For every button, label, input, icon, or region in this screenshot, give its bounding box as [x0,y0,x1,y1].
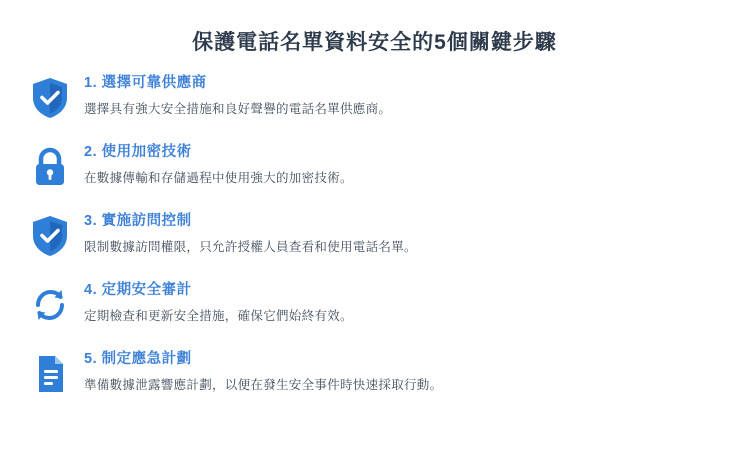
step-body [78,208,731,255]
document-icon [22,346,78,402]
step-body [78,70,731,117]
list-item [0,346,749,402]
shield-check-icon [22,208,78,264]
step-description: 限制數據訪問權限，只允許授權人員查看和使用電話名單。 [84,239,417,254]
step-heading: 1. 選擇可靠供應商 [84,75,207,91]
step-heading: 2. 使用加密技術 [84,144,192,160]
page-title: 保護電話名單資料安全的5個關鍵步驟 [192,31,557,54]
step-description: 準備數據泄露響應計劃，以便在發生安全事件時快速採取行動。 [84,377,443,392]
list-item [0,208,749,264]
steps-list [0,62,749,402]
step-description: 選擇具有強大安全措施和良好聲譽的電話名單供應商。 [84,101,392,116]
step-heading: 4. 定期安全審計 [84,282,192,298]
step-description: 在數據傳輸和存儲過程中使用強大的加密技術。 [84,170,353,185]
step-heading: 3. 實施訪問控制 [84,213,192,229]
step-body [78,346,731,393]
list-item [0,70,749,126]
step-heading: 5. 制定應急計劃 [84,351,192,367]
step-body [78,277,731,324]
shield-check-icon [22,70,78,126]
list-item [0,277,749,333]
step-description: 定期檢查和更新安全措施，確保它們始終有效。 [84,308,353,323]
lock-icon [22,139,78,195]
list-item [0,139,749,195]
refresh-cycle-icon [22,277,78,333]
step-body [78,139,731,186]
